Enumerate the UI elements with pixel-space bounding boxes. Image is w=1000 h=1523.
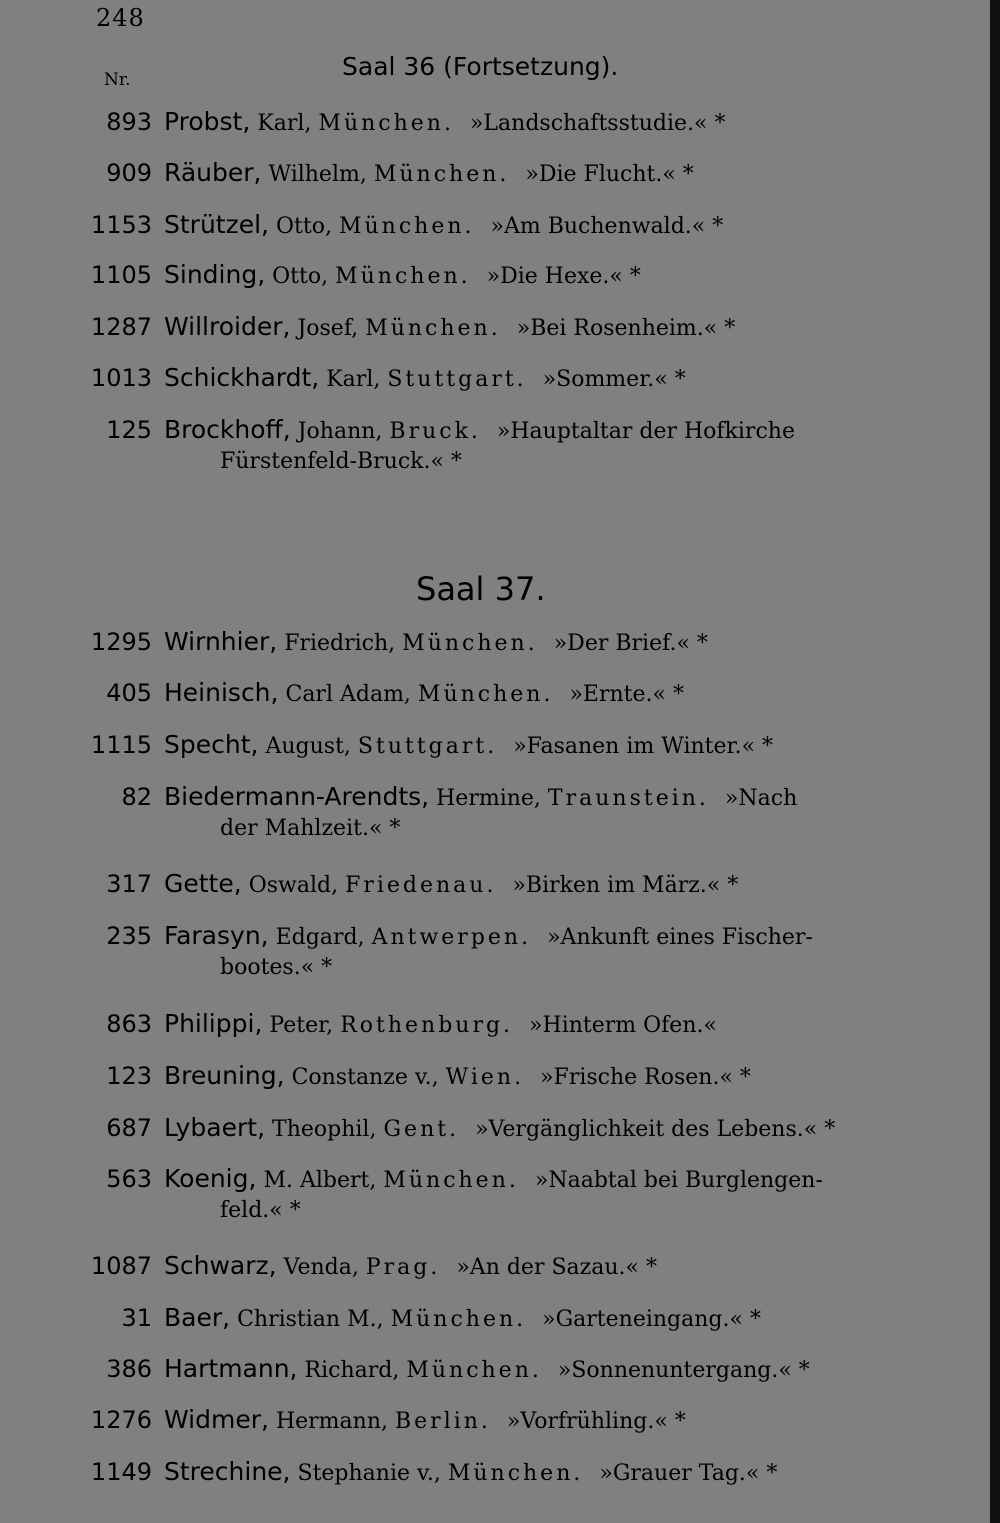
artist-location: München. [338, 214, 475, 239]
entry-line [164, 1250, 657, 1284]
entry-number: 405 [106, 679, 152, 707]
artist-first-name: Johann, [297, 419, 383, 444]
entry-number: 1295 [90, 628, 152, 656]
artist-location: München. [365, 316, 501, 341]
artist-surname: Schickhardt, [164, 363, 320, 392]
artist-location: München. [335, 264, 471, 289]
entry-line [164, 677, 684, 711]
entry-line [164, 157, 694, 191]
artwork-title: »Ankunft eines Fischer- [547, 925, 813, 950]
artist-surname: Sinding, [164, 260, 266, 289]
artist-surname: Wirnhier, [164, 627, 278, 656]
artist-surname: Biedermann-Arendts, [164, 782, 430, 811]
artist-first-name: Otto, [272, 264, 329, 289]
entry-number: 123 [106, 1062, 152, 1090]
artist-location: München. [390, 1307, 527, 1332]
artist-first-name: Constanze v., [291, 1065, 439, 1090]
artist-surname: Willroider, [164, 312, 291, 341]
entry-line [164, 414, 795, 448]
artist-surname: Lybaert, [164, 1113, 266, 1142]
scan-edge [990, 0, 1000, 1523]
artist-first-name: Christian M., [237, 1307, 384, 1332]
artist-location: München. [373, 162, 510, 187]
artwork-title: »Landschaftsstudie.« * [469, 111, 726, 136]
entry-number: 863 [106, 1010, 152, 1038]
artist-surname: Schwarz, [164, 1251, 277, 1280]
entry-number: 31 [121, 1304, 152, 1332]
page-number: 248 [96, 4, 145, 32]
artwork-title-continuation: der Mahlzeit.« * [220, 816, 401, 841]
artist-location: Friedenau. [345, 873, 497, 898]
entry-number: 563 [106, 1165, 152, 1193]
artwork-title: »Die Flucht.« * [525, 162, 694, 187]
artist-location: Prag. [365, 1255, 441, 1280]
entry-line [164, 1008, 717, 1042]
entry-number: 1105 [90, 261, 152, 289]
entry-number: 1153 [90, 211, 152, 239]
entry-number: 82 [121, 783, 152, 811]
entry-number: 386 [106, 1355, 152, 1383]
artist-location: München. [417, 682, 554, 707]
artist-surname: Strechine, [164, 1457, 291, 1486]
artwork-title: »Nach [724, 786, 798, 811]
artist-surname: Brockhoff, [164, 415, 291, 444]
artist-first-name: Wilhelm, [268, 162, 367, 187]
entry-line [164, 259, 641, 293]
artist-first-name: M. Albert, [263, 1168, 377, 1193]
artist-location: Stuttgart. [387, 367, 527, 392]
artwork-title: »Birken im März.« * [512, 873, 739, 898]
entry-line [164, 781, 797, 815]
artist-surname: Farasyn, [164, 921, 269, 950]
entry-number: 1087 [90, 1252, 152, 1280]
nr-column-label: Nr. [104, 70, 131, 90]
artwork-title-continuation: bootes.« * [220, 955, 333, 980]
artist-first-name: Hermann, [275, 1409, 388, 1434]
entry-number: 909 [106, 159, 152, 187]
artwork-title: »Naabtal bei Burglengen- [534, 1168, 823, 1193]
artist-location: München. [402, 631, 538, 656]
artist-surname: Koenig, [164, 1164, 257, 1193]
entry-line [164, 1302, 761, 1336]
entry-line [164, 1353, 810, 1387]
artwork-title: »Hauptaltar der Hofkirche [496, 419, 795, 444]
artist-surname: Breuning, [164, 1061, 285, 1090]
artist-surname: Philippi, [164, 1009, 263, 1038]
entry-number: 235 [106, 922, 152, 950]
artist-location: Bruck. [389, 419, 481, 444]
artwork-title: »Grauer Tag.« * [599, 1461, 778, 1486]
artist-first-name: Otto, [276, 214, 332, 239]
artist-first-name: Richard, [304, 1358, 400, 1383]
artist-first-name: Theophil, [272, 1117, 377, 1142]
entry-line [164, 626, 708, 660]
artwork-title: »Am Buchenwald.« * [490, 214, 724, 239]
section-heading-saal-37: Saal 37. [416, 570, 546, 608]
entry-line [164, 209, 723, 243]
entry-line [164, 1456, 777, 1490]
entry-number: 893 [106, 108, 152, 136]
artist-first-name: Peter, [269, 1013, 334, 1038]
artist-first-name: Friedrich, [284, 631, 396, 656]
entry-number: 317 [106, 870, 152, 898]
entry-line [164, 362, 686, 396]
artist-first-name: Hermine, [436, 786, 541, 811]
artist-surname: Probst, [164, 107, 251, 136]
artist-surname: Widmer, [164, 1405, 269, 1434]
artwork-title-continuation: feld.« * [220, 1198, 301, 1223]
artwork-title: »Die Hexe.« * [486, 264, 641, 289]
artwork-title: »Vergänglichkeit des Lebens.« * [475, 1117, 836, 1142]
artist-first-name: Karl, [326, 367, 381, 392]
entry-number: 1287 [90, 313, 152, 341]
entry-line [164, 1112, 835, 1146]
artist-first-name: Stephanie v., [297, 1461, 441, 1486]
entry-line [164, 1404, 686, 1438]
artist-location: München. [447, 1461, 584, 1486]
artist-location: Traunstein. [547, 786, 709, 811]
artist-location: Gent. [383, 1117, 460, 1142]
artwork-title: »Bei Rosenheim.« * [516, 316, 736, 341]
entry-line [164, 1163, 823, 1197]
entry-number: 1013 [90, 364, 152, 392]
entry-line [164, 729, 773, 763]
artwork-title: »Sonnenuntergang.« * [557, 1358, 810, 1383]
artist-surname: Specht, [164, 730, 259, 759]
artist-first-name: Venda, [283, 1255, 359, 1280]
entry-line [164, 311, 735, 345]
artist-first-name: Karl, [257, 111, 312, 136]
artwork-title: »Der Brief.« * [553, 631, 708, 656]
artist-location: Wien. [445, 1065, 525, 1090]
artist-location: Berlin. [394, 1409, 491, 1434]
artwork-title: »Sommer.« * [542, 367, 686, 392]
artwork-title: »Ernte.« * [569, 682, 684, 707]
entry-number: 1149 [90, 1458, 152, 1486]
artist-surname: Strützel, [164, 210, 269, 239]
artwork-title: »Vorfrühling.« * [506, 1409, 686, 1434]
artist-location: München. [318, 111, 454, 136]
artist-location: München. [406, 1358, 542, 1383]
artist-first-name: August, [265, 734, 351, 759]
artwork-title: »Hinterm Ofen.« [529, 1013, 717, 1038]
entry-number: 125 [106, 416, 152, 444]
entry-line [164, 1060, 751, 1094]
entry-line [164, 920, 813, 954]
artwork-title: »Frische Rosen.« * [540, 1065, 751, 1090]
entry-number: 1115 [90, 731, 152, 759]
artist-location: Antwerpen. [371, 925, 532, 950]
artist-location: München. [383, 1168, 519, 1193]
artist-surname: Heinisch, [164, 678, 279, 707]
artist-first-name: Oswald, [248, 873, 339, 898]
artwork-title: »An der Sazau.« * [456, 1255, 657, 1280]
artist-first-name: Edgard, [275, 925, 365, 950]
entry-line [164, 106, 725, 140]
artist-surname: Räuber, [164, 158, 262, 187]
entry-line [164, 868, 738, 902]
artwork-title: »Garteneingang.« * [542, 1307, 761, 1332]
section-heading-saal-36: Saal 36 (Fortsetzung). [342, 52, 619, 81]
entry-number: 687 [106, 1114, 152, 1142]
artist-surname: Baer, [164, 1303, 231, 1332]
artist-location: Stuttgart. [357, 734, 498, 759]
artwork-title: »Fasanen im Winter.« * [513, 734, 774, 759]
artist-first-name: Carl Adam, [285, 682, 411, 707]
artist-first-name: Josef, [297, 316, 359, 341]
artwork-title-continuation: Fürstenfeld-Bruck.« * [220, 449, 462, 474]
artist-surname: Gette, [164, 869, 242, 898]
artist-surname: Hartmann, [164, 1354, 298, 1383]
entry-number: 1276 [90, 1406, 152, 1434]
artist-location: Rothenburg. [340, 1013, 514, 1038]
